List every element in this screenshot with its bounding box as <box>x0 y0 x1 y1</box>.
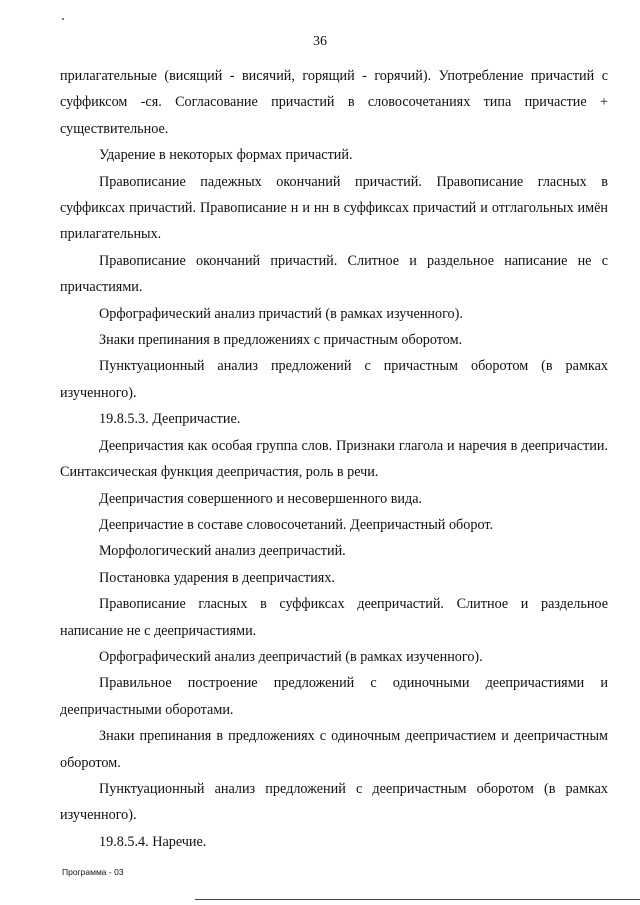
paragraph: Знаки препинания в предложениях с причастным оборотом. <box>99 332 463 349</box>
scan-edge-line <box>195 899 640 900</box>
paragraph: Деепричастие в составе словосочетаний. Деепричастный оборот. <box>99 516 494 533</box>
paragraph: Правописание падежных окончаний причастий. Правописание гласных в суффиксах причастий. Правописание н и нн в суффиксах причастий и отглагольных имён прилагательных. <box>60 173 608 243</box>
paragraph: Пунктуационный анализ предложений с деепричастным оборотом (в рамках изученного). <box>60 780 608 824</box>
page-number: 36 <box>313 34 327 49</box>
paragraph: Орфографический анализ причастий (в рамках изученного). <box>99 305 463 322</box>
paragraph: Ударение в некоторых формах причастий. <box>99 147 353 164</box>
paragraph: Деепричастия как особая группа слов. Признаки глагола и наречия в деепричастии. Синтаксическая функция деепричастия, роль в речи. <box>60 437 608 481</box>
footer-program-label: Программа - 03 <box>62 867 124 877</box>
paragraph: Знаки препинания в предложениях с одиночным деепричастием и деепричастным оборотом. <box>60 728 608 771</box>
scan-speck <box>62 18 64 20</box>
section-heading: 19.8.5.4. Наречие. <box>99 833 207 850</box>
body-text <box>60 63 608 855</box>
paragraph: Правильное построение предложений с одиночными деепричастиями и деепричастными оборотами. <box>60 675 608 718</box>
paragraph: Правописание гласных в суффиксах деепричастий. Слитное и раздельное написание не с деепричастиями. <box>60 596 608 639</box>
paragraph: Деепричастия совершенного и несовершенного вида. <box>99 490 423 507</box>
paragraph: Орфографический анализ деепричастий (в рамках изученного). <box>99 648 483 665</box>
paragraph: Морфологический анализ деепричастий. <box>99 543 346 560</box>
paragraph: прилагательные (висящий - висячий, горящий - горячий). Употребление причастий с суффиксом -ся. Согласование причастий в словосочетаниях типа причастие + существительное. <box>60 68 608 137</box>
paragraph: Пунктуационный анализ предложений с причастным оборотом (в рамках изученного). <box>60 358 608 401</box>
paragraph: Правописание окончаний причастий. Слитное и раздельное написание не с причастиями. <box>60 252 608 296</box>
section-heading: 19.8.5.3. Деепричастие. <box>99 411 241 428</box>
paragraph: Постановка ударения в деепричастиях. <box>99 569 335 586</box>
